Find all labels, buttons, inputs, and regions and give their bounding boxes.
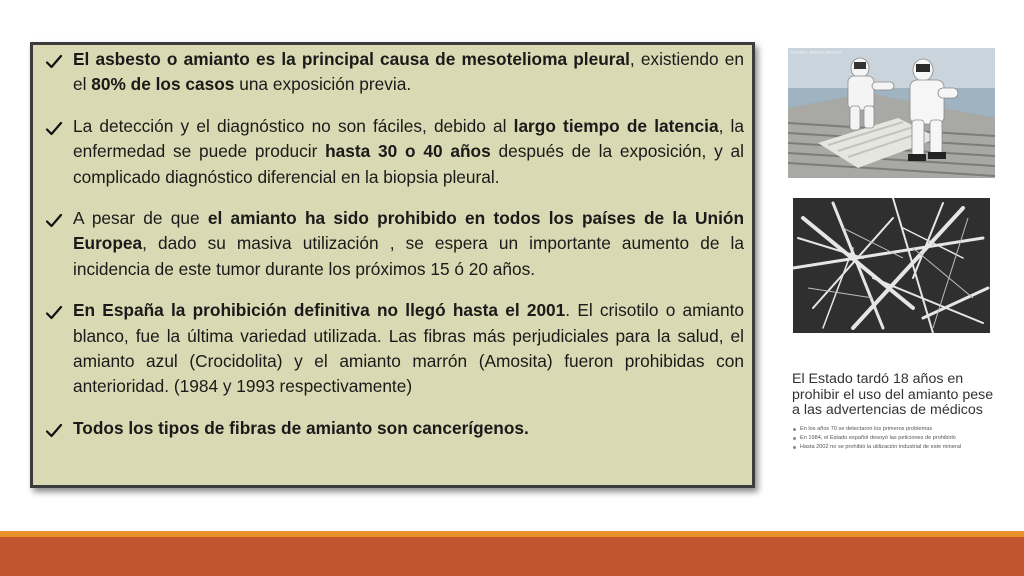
bullet-text (73, 114, 744, 190)
bullet-text (73, 47, 744, 98)
bullet-text (73, 298, 744, 400)
bullet-list-box (30, 42, 755, 488)
bullet-text-bold: En España la prohibición definitiva no llegó hasta el 2001 (73, 300, 566, 321)
asbestos-fibers-photo (793, 198, 990, 333)
bullet-list (45, 47, 744, 441)
bullet-text-run: A pesar de que (73, 208, 208, 229)
bullet-text-run: La detección y el diagnóstico no son fáciles, debido al (73, 115, 514, 136)
bullet-text-bold: largo tiempo de latencia (513, 115, 719, 136)
bullet-text-run: después de la exposición, y al complicado diagnóstico diferencial en la biopsia pleural. (73, 141, 744, 187)
checkmark-icon (45, 120, 63, 138)
bullet-text-bold: Todos los tipos de fibras de amianto son cancerígenos. (73, 417, 529, 438)
bullet-item (45, 114, 744, 190)
newspaper-clipping (785, 365, 995, 460)
bullet-text-run: , la enfermedad se puede producir (73, 115, 744, 162)
checkmark-icon (45, 212, 63, 230)
bullet-text (73, 416, 744, 441)
bullet-item (45, 298, 744, 400)
checkmark-icon (45, 53, 63, 71)
checkmark-icon (45, 304, 63, 322)
clipping-item: Hasta 2002 no se prohibió la utilización industrial de este mineral (793, 443, 995, 452)
clipping-item: En 1984, el Estado español desoyó las peticiones de prohibirlo (793, 434, 995, 443)
workers-roof-photo (788, 48, 995, 178)
bullet-text (73, 206, 744, 282)
bullet-text-bold: El asbesto o amianto es la principal causa de mesotelioma pleural (73, 49, 630, 69)
clipping-list (793, 425, 995, 452)
checkmark-icon (45, 422, 63, 440)
clipping-headline: El Estado tardó 18 años en prohibir el uso del amianto pese a las advertencias de médicos (792, 371, 994, 418)
bullet-text-run: una exposición previa. (234, 74, 412, 95)
bullet-text-bold: hasta 30 o 40 años (325, 141, 491, 162)
bullet-text-bold: 80% de los casos (91, 74, 235, 95)
bullet-item (45, 206, 744, 282)
bullet-text-run: , dado su masiva utilización , se espera un importante aumento de la incidencia de este tumor durante los próximos 15 ó 20 años. (73, 233, 744, 279)
clipping-item: En los años 70 se detectaron los primeros problemas (793, 425, 995, 434)
photo-watermark: RTERAL STOCK PHOTO (791, 50, 843, 55)
bullet-item (45, 416, 744, 441)
bullet-text-bold: el amianto ha sido prohibido en todos los países de la Unión Europea (73, 208, 745, 254)
bullet-text-run: , existiendo en el (73, 49, 744, 95)
bullet-text-run: . El crisotilo o amianto blanco, fue la última variedad utilizada. Las fibras más perjudiciales para la salud, el amianto azul (Crocidolita) y el amianto marrón (Amosita) fueron prohibidas con anterioridad. (1984 y 1993 respectivamente) (73, 300, 744, 397)
bullet-item (45, 47, 744, 98)
footer-bar (0, 537, 1024, 576)
